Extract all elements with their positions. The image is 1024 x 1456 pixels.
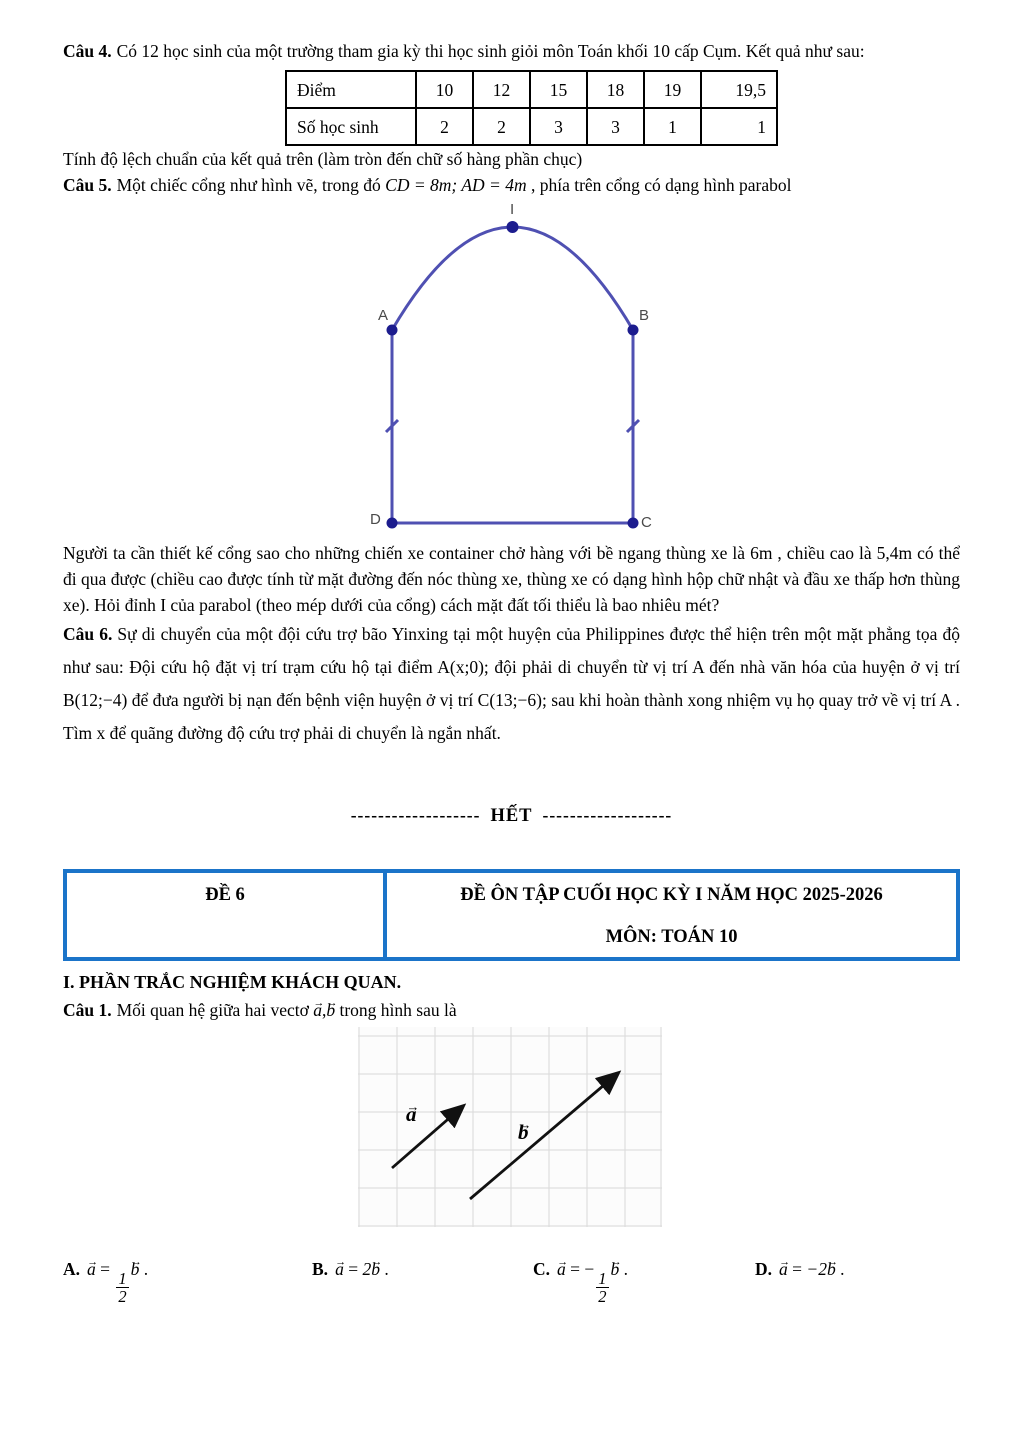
section-1-title: I. PHẦN TRẮC NGHIỆM KHÁCH QUAN. <box>63 972 402 992</box>
exam-header-box <box>63 869 960 961</box>
exam-subject: MÔN: TOÁN 10 <box>605 927 738 947</box>
equals-sign: = <box>570 1259 581 1279</box>
question-6-text: Sự di chuyển của một đội cứu trợ bão Yinxing tại một huyện của Philippines được thể hiện trên một mặt phẳng tọa độ như sau: Đội cứu hộ đặt vị trí trạm cứu hộ tại điểm A(x;0); đội phải di chuyển từ vị trí A đến nhà văn hóa của huyện ở vị trí B(12;−4) để đưa người bị nạn đến bệnh viện huyện ở vị trí C(13;−6); sau khi hoàn thành xong nhiệm vụ họ quay trở về vị trí A . Tìm x để quãng đường độ cứu trợ phải di chuyển là ngắn nhất. <box>63 624 961 743</box>
fraction: $\frac{1}{2}$ <box>118 1269 127 1307</box>
table-cell: 3 <box>587 108 644 145</box>
vector-b-arrow <box>470 1074 617 1199</box>
question-1-text-pre: Mối quan hệ giữa hai vectơ <box>116 1000 314 1020</box>
point-B <box>628 325 639 336</box>
answer-options <box>63 1239 960 1317</box>
equals-sign: = <box>792 1259 803 1279</box>
vector-b-symbol: → b <box>131 1255 140 1282</box>
table-cell: Số học sinh <box>286 108 416 145</box>
point-I <box>507 221 519 233</box>
period: . <box>143 1259 149 1279</box>
table-cell: 2 <box>473 108 530 145</box>
grid-lines <box>358 1027 662 1227</box>
table-cell: Điểm <box>286 71 416 108</box>
table-cell: 19,5 <box>701 71 777 108</box>
vector-a-symbol: → a <box>313 996 322 1024</box>
table-cell: 10 <box>416 71 473 108</box>
period: . <box>840 1259 845 1279</box>
label-D: D <box>370 511 381 528</box>
vector-a-label: → a <box>406 1103 417 1125</box>
label-C: C <box>641 514 652 531</box>
question-5-math: CD = 8m; AD = 4m <box>385 175 527 195</box>
score-table <box>285 70 778 146</box>
table-cell: 3 <box>530 108 587 145</box>
table-cell: 19 <box>644 71 701 108</box>
vector-b-symbol: → b <box>611 1255 620 1282</box>
exam-number: ĐỀ 6 <box>67 873 387 957</box>
vector-a-arrow <box>392 1107 462 1168</box>
option-c-label: C. <box>533 1259 551 1279</box>
question-4 <box>63 38 960 64</box>
vector-a-symbol: → a <box>779 1255 788 1282</box>
comma: , <box>321 1000 327 1020</box>
gate-figure-drawing <box>360 200 666 540</box>
option-b <box>312 1255 389 1282</box>
score-table-value-row <box>286 108 777 145</box>
period: . <box>384 1259 389 1279</box>
question-1-text-post: trong hình sau là <box>335 1000 457 1020</box>
question-5-label: Câu 5. <box>63 175 112 195</box>
point-D <box>387 518 398 529</box>
question-1 <box>63 996 960 1024</box>
question-6-label: Câu 6. <box>63 624 113 644</box>
option-d-label: D. <box>755 1259 773 1279</box>
point-A <box>387 325 398 336</box>
question-1-label: Câu 1. <box>63 1000 112 1020</box>
label-B: B <box>639 307 650 324</box>
question-5-text-pre: Một chiếc cổng như hình vẽ, trong đó <box>116 175 386 195</box>
divider-dashes-left: ------------------- <box>350 805 481 825</box>
vector-a-symbol: → a <box>557 1255 566 1282</box>
question-6 <box>63 618 960 750</box>
option-a <box>63 1255 148 1306</box>
vector-figure-drawing <box>358 1027 662 1227</box>
question-4-label: Câu 4. <box>63 41 112 61</box>
divider-dashes-right: ------------------- <box>542 805 673 825</box>
option-b-label: B. <box>312 1259 329 1279</box>
option-a-label: A. <box>63 1259 81 1279</box>
vector-a-symbol: → a <box>87 1255 96 1282</box>
vector-a-symbol: → a <box>335 1255 344 1282</box>
vector-figure <box>358 1027 662 1227</box>
end-divider <box>63 802 960 829</box>
question-4-text: Có 12 học sinh của một trường tham gia kỳ thi học sinh giỏi môn Toán khối 10 cấp Cụm. Kết quả như sau: <box>116 41 865 61</box>
gate-figure <box>360 200 666 540</box>
coefficient: 2 <box>362 1259 372 1279</box>
exam-title: ĐỀ ÔN TẬP CUỐI HỌC KỲ I NĂM HỌC 2025-2026 <box>460 885 883 905</box>
exam-title-cell <box>387 873 956 957</box>
end-word: HẾT <box>490 806 533 826</box>
table-cell: 12 <box>473 71 530 108</box>
table-cell: 2 <box>416 108 473 145</box>
score-table-header-row <box>286 71 777 108</box>
question-4-note: Tính độ lệch chuẩn của kết quả trên (làm tròn đến chữ số hàng phần chục) <box>63 149 583 169</box>
option-c <box>533 1255 628 1306</box>
fraction: $\frac{1}{2}$ <box>598 1269 607 1307</box>
vector-b-symbol: → b <box>827 1255 836 1282</box>
point-C <box>628 518 639 529</box>
parabola-arc <box>392 227 633 330</box>
question-5-text-post: , phía trên cổng có dạng hình parabol <box>526 175 792 195</box>
question-5-body: Người ta cần thiết kế cổng sao cho những chiến xe container chở hàng với bề ngang thùng xe là 6m , chiều cao là 5,4m có thể đi qua được (chiều cao được tính từ mặt đường đến nóc thùng xe, thùng xe có dạng hình hộp chữ nhật và đầu xe thấp hơn thùng xe). Hỏi đỉnh I của parabol (theo mép dưới của cổng) cách mặt đất tối thiểu là bao nhiêu mét? <box>63 543 960 615</box>
table-cell: 18 <box>587 71 644 108</box>
label-I: I <box>510 201 515 218</box>
vector-b-label: → b <box>518 1121 529 1143</box>
vector-b-symbol: → b <box>371 1255 380 1282</box>
label-A: A <box>378 307 389 324</box>
equals-sign: = <box>100 1259 111 1279</box>
equals-sign: = <box>348 1259 359 1279</box>
coefficient: −2 <box>806 1259 827 1279</box>
question-5 <box>63 172 960 198</box>
period: . <box>623 1259 629 1279</box>
table-cell: 1 <box>701 108 777 145</box>
vector-b-symbol: → b <box>326 996 335 1024</box>
minus-sign: − <box>584 1259 595 1279</box>
table-cell: 15 <box>530 71 587 108</box>
table-cell: 1 <box>644 108 701 145</box>
option-d <box>755 1255 844 1282</box>
